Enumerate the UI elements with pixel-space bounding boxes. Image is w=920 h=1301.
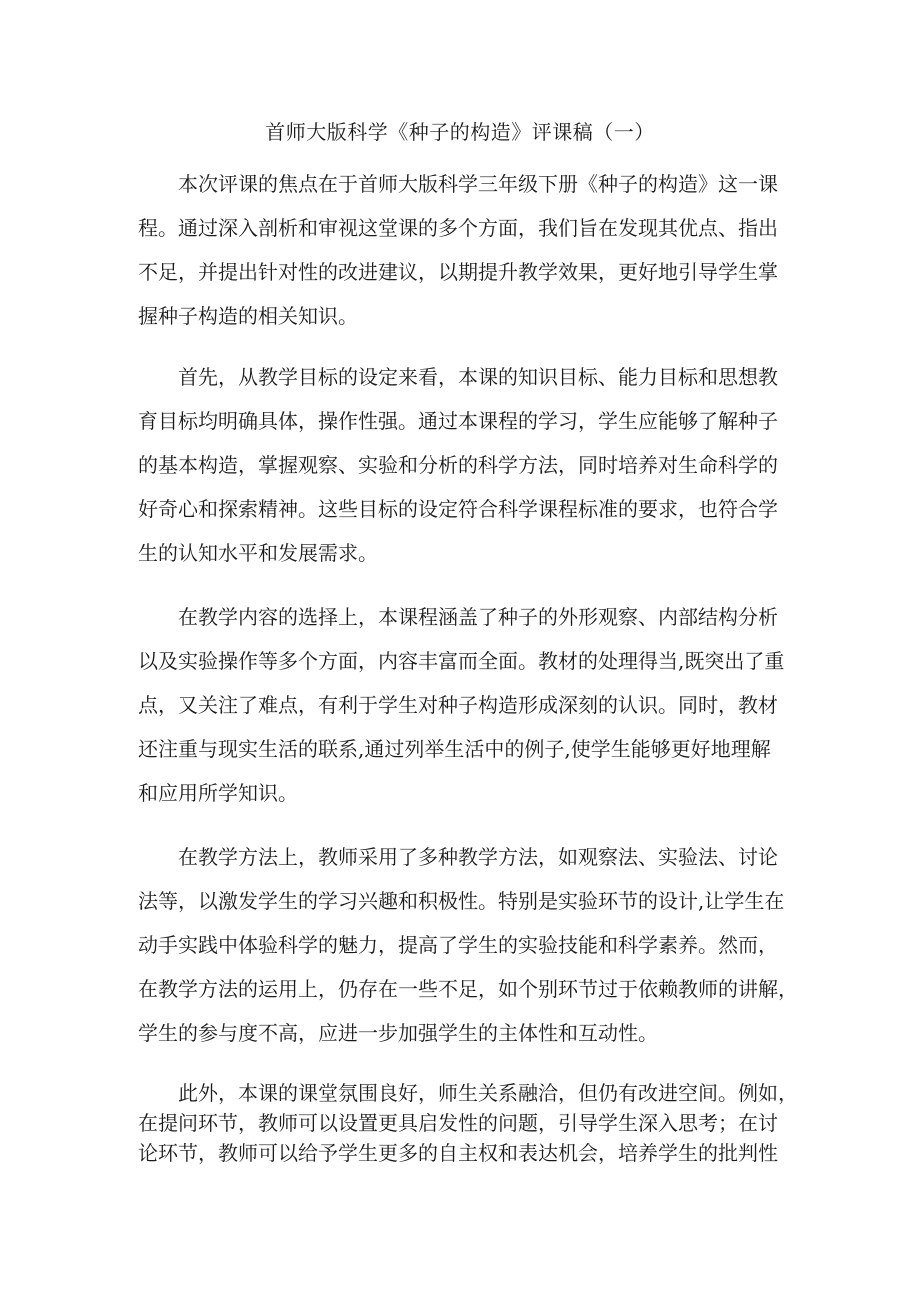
paragraph-line: 在教学方法的运用上，仍存在一些不足，如个别环节过于依赖教师的讲解，: [138, 977, 798, 1001]
paragraph-line: 握种子构造的相关知识。: [138, 304, 358, 328]
paragraph-line: 学生的参与度不高，应进一步加强学生的主体性和互动性。: [138, 1021, 658, 1045]
paragraph-line: 还注重与现实生活的联系,通过列举生活中的例子,使学生能够更好地理解: [138, 737, 771, 761]
paragraph-line: 此外，本课的课堂氛围良好，师生关系融洽，但仍有改进空间。例如，: [178, 1081, 798, 1105]
document-title: 首师大版科学《种子的构造》评课稿（一）: [265, 120, 655, 144]
paragraph-line: 好奇心和探索精神。这些目标的设定符合科学课程标准的要求，也符合学: [138, 497, 778, 521]
paragraph-teaching-methods: [138, 835, 798, 1055]
paragraph-intro: [138, 162, 798, 338]
paragraph-line: 生的认知水平和发展需求。: [138, 541, 378, 565]
paragraph-line: 首先，从教学目标的设定来看，本课的知识目标、能力目标和思想教: [178, 365, 778, 389]
paragraph-line: 动手实践中体验科学的魅力，提高了学生的实验技能和科学素养。然而，: [138, 933, 778, 957]
paragraph-classroom-atmosphere: [138, 1078, 798, 1168]
paragraph-line: 育目标均明确具体，操作性强。通过本课程的学习，学生应能够了解种子: [138, 409, 778, 433]
paragraph-line: 论环节，教师可以给予学生更多的自主权和表达机会，培养学生的批判性: [138, 1141, 778, 1165]
paragraph-line: 在教学方法上，教师采用了多种教学方法，如观察法、实验法、讨论: [178, 845, 778, 869]
paragraph-line: 程。通过深入剖析和审视这堂课的多个方面，我们旨在发现其优点、指出: [138, 216, 778, 240]
paragraph-line: 点，又关注了难点，有利于学生对种子构造形成深刻的认识。同时，教材: [138, 693, 778, 717]
paragraph-line: 法等，以激发学生的学习兴趣和积极性。特别是实验环节的设计,让学生在: [138, 889, 785, 913]
paragraph-line: 在教学内容的选择上，本课程涵盖了种子的外形观察、内部结构分析: [178, 605, 778, 629]
paragraph-line: 的基本构造，掌握观察、实验和分析的科学方法，同时培养对生命科学的: [138, 453, 778, 477]
paragraph-teaching-goals: [138, 355, 798, 575]
paragraph-line: 在提问环节，教师可以设置更具启发性的问题，引导学生深入思考；在讨: [138, 1111, 778, 1135]
paragraph-line: 本次评课的焦点在于首师大版科学三年级下册《种子的构造》这一课: [178, 172, 778, 196]
paragraph-line: 以及实验操作等多个方面，内容丰富而全面。教材的处理得当,既突出了重: [138, 649, 785, 673]
paragraph-teaching-content: [138, 595, 798, 815]
paragraph-line: 和应用所学知识。: [138, 781, 298, 805]
paragraph-line: 不足，并提出针对性的改进建议，以期提升教学效果，更好地引导学生掌: [138, 260, 778, 284]
